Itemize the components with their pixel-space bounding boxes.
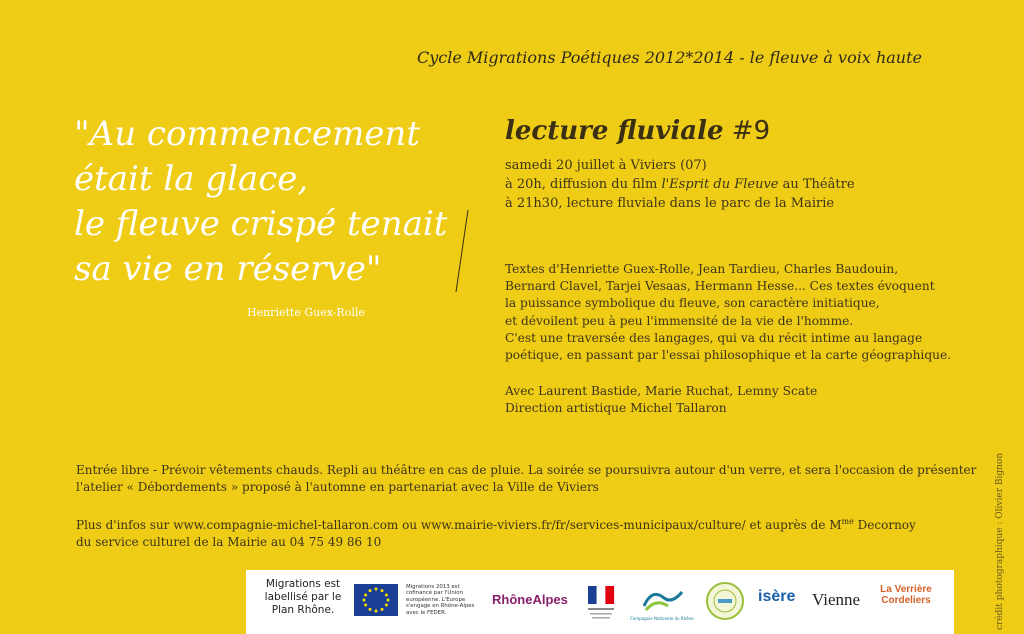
cast-line: Avec Laurent Bastide, Marie Ruchat, Lemny Scate: [505, 384, 818, 399]
practical-notes: [76, 462, 976, 551]
photo-credit: crédit photographique : Olivier Bignon: [995, 452, 1005, 630]
direction-line: Direction artistique Michel Tallaron: [505, 401, 727, 416]
isere-logo: isère: [758, 588, 796, 605]
cycle-title: Cycle Migrations Poétiques 2012*2014 - le fleuve à voix haute: [417, 48, 922, 67]
verriere-cordeliers-logo: La Verrière Cordeliers: [880, 584, 932, 606]
event-title: [505, 116, 770, 146]
quote: [74, 112, 454, 292]
eu-flag-icon: [354, 580, 398, 622]
quote-line: "Au commencement: [74, 114, 420, 154]
event-film: [505, 175, 855, 194]
cnr-caption: Compagnie Nationale du Rhône: [630, 616, 694, 621]
circle-emblem-icon: [704, 580, 746, 622]
quote-line: sa vie en réserve": [74, 249, 382, 289]
plan-rhone-label: Migrations est labellisé par le Plan Rhône.: [264, 578, 342, 616]
texts-description: [505, 261, 951, 418]
info-name: Decornoy: [853, 518, 916, 532]
event-title-name: lecture fluviale: [505, 116, 724, 146]
quote-line: le fleuve crispé tenait: [74, 204, 448, 244]
rhone-alpes-logo: RhôneAlpes: [492, 592, 568, 607]
texts-line: Bernard Clavel, Tarjei Vesaas, Hermann Hesse... Ces textes évoquent: [505, 279, 935, 294]
link-mairie[interactable]: www.mairie-viviers.fr/fr/services-municipaux/culture/: [420, 518, 746, 532]
entry-line: Entrée libre - Prévoir vêtements chauds. Repli au théâtre en cas de pluie. La soirée se poursuivra autour d'un verre, et sera l'occasion de présenter: [76, 463, 977, 477]
event-schedule: [505, 156, 855, 213]
eu-cofinancing-text: Migrations 2013 est cofinancé par l'Union européenne. L'Europe s'engage en Rhône-Alpes avec le FEDER.: [406, 584, 475, 616]
prefet-flag-icon: [584, 580, 618, 622]
film-suffix: au Théâtre: [778, 177, 855, 192]
sponsors-band: [246, 570, 954, 634]
texts-line: la puissance symbolique du fleuve, son caractère initiatique,: [505, 296, 880, 311]
vienne-logo: Vienne: [812, 590, 861, 609]
info-sup: me: [841, 517, 854, 526]
link-compagnie[interactable]: www.compagnie-michel-tallaron.com: [173, 518, 399, 532]
quote-line: était la glace,: [74, 159, 309, 199]
texts-line: et dévoilent peu à peu l'immensité de la vie de l'homme.: [505, 313, 854, 328]
info-mid: ou: [398, 518, 421, 532]
info-line: [76, 513, 976, 534]
film-title: l'Esprit du Fleuve: [661, 177, 779, 192]
texts-line: Textes d'Henriette Guex-Rolle, Jean Tardieu, Charles Baudouin,: [505, 262, 899, 276]
event-reading: à 21h30, lecture fluviale dans le parc de la Mairie: [505, 196, 835, 211]
quote-author: Henriette Guex-Rolle: [247, 306, 365, 319]
info-suffix: et auprès de M: [745, 518, 842, 532]
texts-line: C'est une traversée des langages, qui va du récit intime au langage: [505, 330, 923, 345]
info-line-2: du service culturel de la Mairie au 04 75 49 86 10: [76, 535, 382, 549]
info-prefix: Plus d'infos sur: [76, 518, 174, 532]
event-title-number: #9: [731, 116, 771, 146]
event-date: samedi 20 juillet à Viviers (07): [505, 158, 707, 173]
film-prefix: à 20h, diffusion du film: [505, 177, 662, 192]
texts-line: poétique, en passant par l'essai philosophique et la carte géographique.: [505, 348, 952, 363]
slash-divider: [455, 210, 469, 292]
entry-line: l'atelier « Débordements » proposé à l'automne en partenariat avec la Ville de Viviers: [76, 480, 599, 494]
